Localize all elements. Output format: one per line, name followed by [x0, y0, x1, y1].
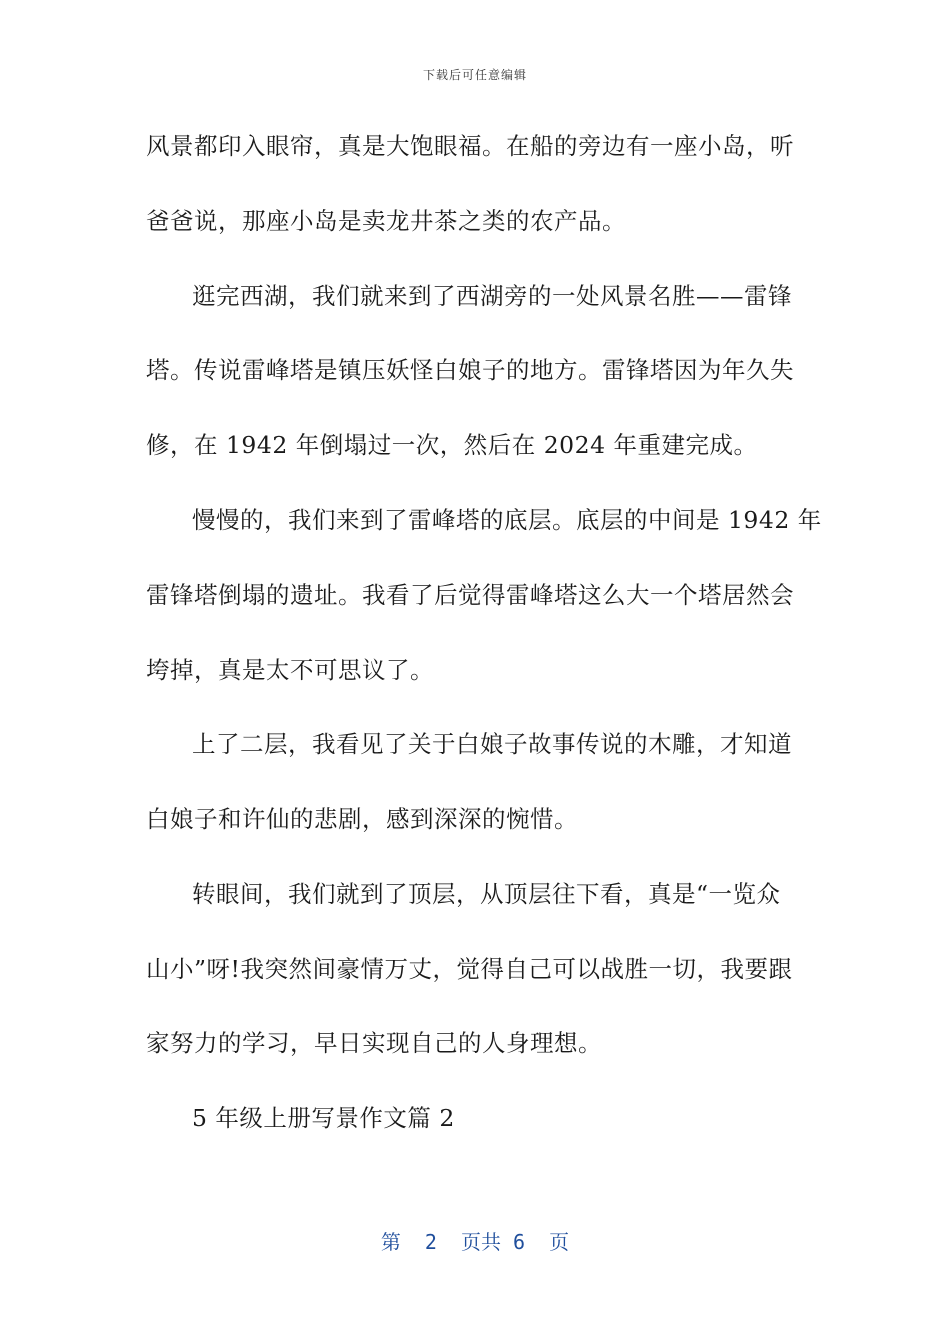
page-header-note: 下载后可任意编辑 — [422, 68, 527, 82]
body-line: 逛完西湖，我们就来到了西湖旁的一处风景名胜——雷锋 — [192, 282, 792, 310]
body-line: 山小”呀!我突然间豪情万丈，觉得自己可以战胜一切，我要跟 — [146, 955, 793, 983]
page-number-footer: 第 2 页共 6 页 — [380, 1230, 570, 1254]
body-line: 白娘子和许仙的悲剧，感到深深的惋惜。 — [146, 805, 578, 833]
body-line: 垮掉，真是太不可思议了。 — [146, 656, 434, 684]
body-line: 慢慢的，我们来到了雷峰塔的底层。底层的中间是 1942 年 — [192, 506, 822, 534]
body-line: 修，在 1942 年倒塌过一次，然后在 2024 年重建完成。 — [146, 431, 758, 459]
section-heading: 5 年级上册写景作文篇 2 — [192, 1104, 455, 1132]
body-line: 雷锋塔倒塌的遗址。我看了后觉得雷峰塔这么大一个塔居然会 — [146, 581, 794, 609]
body-line: 转眼间，我们就到了顶层，从顶层往下看，真是“一览众 — [192, 880, 781, 908]
body-line: 风景都印入眼帘，真是大饱眼福。在船的旁边有一座小岛，听 — [146, 132, 794, 160]
body-line: 家努力的学习，早日实现自己的人身理想。 — [146, 1029, 602, 1057]
body-line: 上了二层，我看见了关于白娘子故事传说的木雕，才知道 — [192, 730, 792, 758]
body-line: 塔。传说雷峰塔是镇压妖怪白娘子的地方。雷锋塔因为年久失 — [146, 356, 794, 384]
body-line: 爸爸说，那座小岛是卖龙井茶之类的农产品。 — [146, 207, 626, 235]
